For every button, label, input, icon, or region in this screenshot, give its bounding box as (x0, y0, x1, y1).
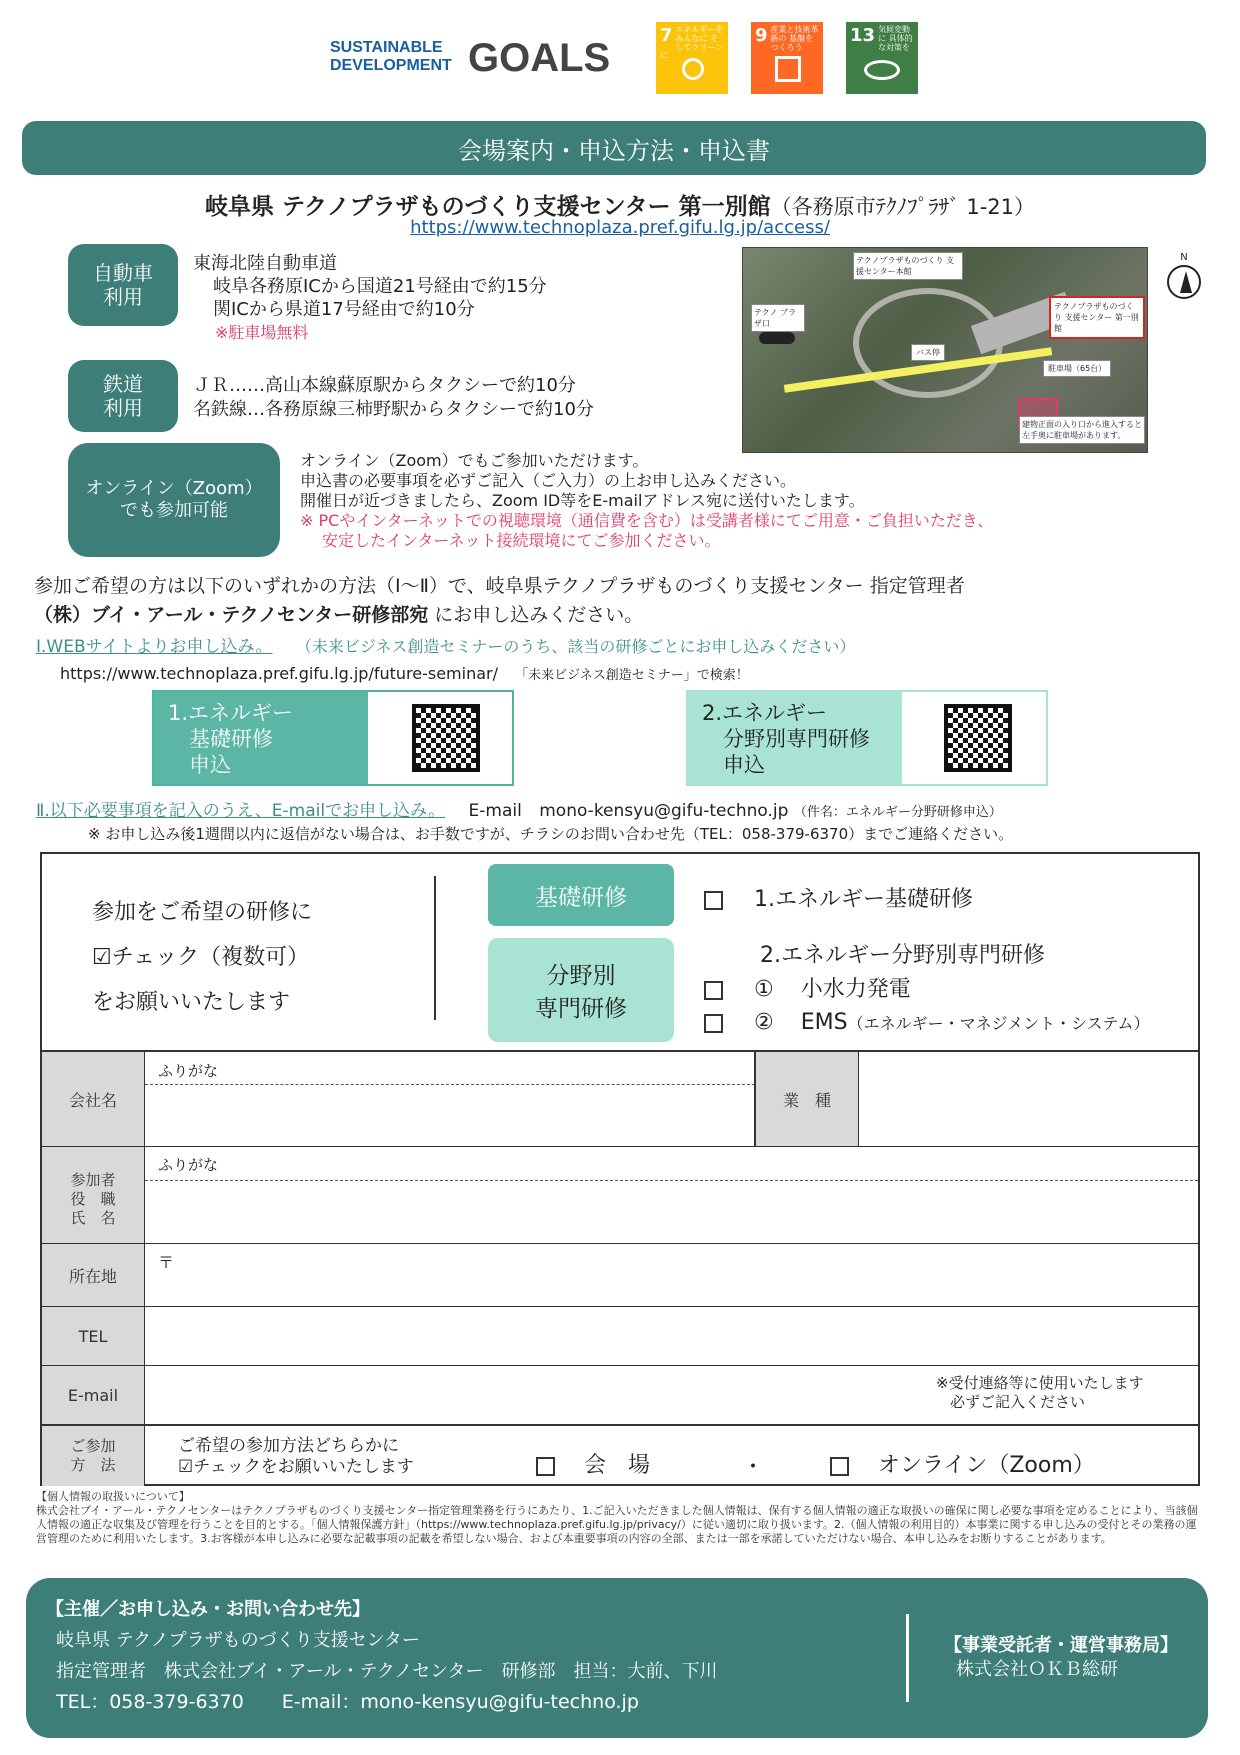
opt2b-checkbox[interactable] (704, 1014, 723, 1033)
method-label: ご参加 方 法 (70, 1437, 116, 1474)
map-label-bus: バス停 (911, 344, 945, 361)
venue-checkbox[interactable] (536, 1457, 555, 1476)
industry-input[interactable] (860, 1054, 1196, 1144)
opt1-label: 1.エネルギー基礎研修 (754, 887, 973, 912)
footer-right (944, 1634, 1178, 1682)
privacy-text: 株式会社ブイ・アール・テクノセンターはテクノプラザものづくり支援センター指定管理業務を行うにあたり、1.ご記入いただきました個人情報は、保有する個人情報の適正な取扱いの確保に関し必要な事項を定めることにより、当該個人情報の適正な収集及び管理を行うことを目的とする。「個人情報保護方針」（https://www.technoplaza.pref.gifu.lg.jp/privacy/）に従い適切に取り扱います。2.（個人情報の利用目的）本事業に関する申し込みの受付とその業務の運営管理のために利用いたします。3.お客様が本申し込みに必要な記載事項の記載を希望しない場合、および本重要事項の内容の全部、または一部を承諾していただけない場合、本申し込みをお断りすることがあります。 (36, 1504, 1198, 1545)
opt2a-checkbox[interactable] (704, 981, 723, 1000)
web-search-hint: 「未来ビジネス創造セミナー」で検索！ (515, 668, 749, 683)
footer-org: 岐阜県 テクノプラザものづくり支援センター (56, 1630, 420, 1651)
email-label: E-mail (67, 1385, 119, 1405)
rail-info (193, 374, 594, 422)
participant-input[interactable] (145, 1182, 1198, 1242)
car-label (68, 244, 178, 326)
footer-right-heading: 【事業受託者・運営事務局】 (944, 1635, 1178, 1656)
mail-label: E-mail (468, 801, 522, 821)
footer-main (46, 1594, 718, 1718)
online-note2: 安定したインターネット接続環境にてご参加ください。 (322, 531, 721, 550)
footer-contact: TEL：058-379-6370 E-mail：mono-kensyu@gifu-techno.jp (56, 1691, 639, 1713)
tel-label: TEL (78, 1326, 108, 1346)
car-line1: 東海北陸自動車道 (193, 253, 337, 274)
apply-intro-line2a: （株）ブイ・アール・テクノセンター研修部宛 (34, 604, 429, 626)
venue-name: 岐阜県 テクノプラザものづくり支援センター 第一別館 (204, 194, 771, 220)
mail-heading-row (36, 796, 1002, 821)
basic-tag (488, 864, 674, 926)
apply-basic-label: 1.エネルギー 基礎研修 申込 (154, 692, 368, 784)
sdg-line1: SUSTAINABLE (330, 39, 443, 56)
tel-label-cell (42, 1307, 144, 1365)
sdg-goals: GOALS (468, 36, 611, 80)
apply-intro-line1: 参加ご希望の方は以下のいずれかの方法（Ⅰ～Ⅱ）で、岐阜県テクノプラザものづくり支援センター 指定管理者 (34, 575, 965, 597)
rail-label (68, 360, 178, 432)
apply-field-button[interactable] (686, 690, 1048, 786)
method-separator: ・ (742, 1455, 765, 1480)
online-note1: ※ PCやインターネットでの視聴環境（通信費を含む）は受講者様にてご用意・ご負担いただき、 (300, 511, 994, 530)
goal9-text: 産業と技術革新の 基盤をつくろう (770, 25, 819, 52)
address-label-cell (42, 1244, 144, 1306)
opt1-row (704, 882, 973, 913)
map-label-entry: 建物正面の入り口から進入すると 左手奥に駐車場があります。 (1019, 416, 1145, 444)
car-note: ※駐車場無料 (215, 323, 309, 342)
mail-note: ※ お申し込み後1週間以内に返信がない場合は、お手数ですが、チラシのお問い合わせ先（TEL：058-379-6370）までご連絡ください。 (88, 825, 1014, 843)
map-label-plaza: テクノ プラザ口 (751, 304, 805, 332)
industry-label-cell (756, 1052, 858, 1146)
opt1-checkbox[interactable] (704, 891, 723, 910)
online-info (300, 451, 993, 551)
method-note2: ☑チェックをお願いいたします (178, 1457, 414, 1477)
web-heading: Ⅰ.WEBサイトよりお申し込み。 (36, 637, 273, 657)
footer-heading: 【主催／お申し込み・お問い合わせ先】 (46, 1599, 370, 1620)
company-furigana: ふりがな (158, 1062, 219, 1080)
email-note2: 必ずご記入ください (950, 1393, 1086, 1411)
field-tag-text: 分野別 専門研修 (535, 963, 627, 1022)
web-heading-row (36, 632, 855, 657)
north-label: N (1180, 252, 1188, 263)
opt2b-row (704, 1010, 1150, 1035)
mail-heading: Ⅱ.以下必要事項を記入のうえ、E-mailでお申し込み。 (36, 801, 446, 821)
web-url[interactable]: https://www.technoplaza.pref.gifu.lg.jp/future-seminar/ (60, 664, 498, 683)
page-title: 会場案内・申込方法・申込書 (458, 136, 770, 165)
opt2a-label: 小水力発電 (800, 977, 911, 1002)
participant-furigana: ふりがな (158, 1156, 219, 1174)
goal7-num: 7 (660, 25, 673, 46)
email-note (936, 1374, 1144, 1412)
footer-manager: 指定管理者 株式会社ブイ・アール・テクノセンター 研修部 担当：大前、下川 (56, 1661, 718, 1682)
opt2a-num: ① (754, 977, 774, 1002)
car-info (193, 252, 547, 344)
rail-label-text: 鉄道 利用 (103, 372, 143, 420)
privacy-section (36, 1490, 1204, 1546)
online-line3: 開催日が近づきましたら、Zoom ID等をE-mailアドレス宛に送付いたします。 (300, 491, 865, 510)
online-label-text: オンライン（Zoom） でも参加可能 (85, 478, 263, 521)
opt2-heading: 2.エネルギー分野別専門研修 (760, 943, 1045, 968)
company-label: 会社名 (68, 1090, 117, 1110)
rail-line2: 名鉄線…各務原線三柿野駅からタクシーで約10分 (193, 399, 594, 420)
web-url-row (60, 664, 749, 683)
venue-option-label: 会 場 (584, 1453, 651, 1478)
sdg-line2: DEVELOPMENT (330, 57, 452, 74)
qr-code-field-icon (944, 704, 1012, 772)
sdg-goal7-icon (656, 22, 728, 94)
company-input[interactable] (145, 1086, 755, 1144)
online-checkbox[interactable] (830, 1457, 849, 1476)
method-note1: ご希望の参加方法どちらかに (178, 1436, 399, 1456)
opt2b-sub: （エネルギー・マネジメント・システム） (847, 1014, 1150, 1033)
choose-line1: 参加をご希望の研修に (92, 900, 313, 925)
field-tag (488, 938, 674, 1042)
participant-label: 参加者 役 職 氏 名 (70, 1170, 116, 1227)
company-label-cell (42, 1052, 144, 1146)
online-line1: オンライン（Zoom）でもご参加いただけます。 (300, 451, 649, 470)
sdg-goal9-icon (751, 22, 823, 94)
north-indicator (1164, 252, 1204, 299)
car-label-text: 自動車 利用 (93, 261, 153, 309)
qr-code-basic-icon (412, 704, 480, 772)
web-note: （未来ビジネス創造セミナーのうち、該当の研修ごとにお申し込みください） (295, 637, 856, 656)
method-note (178, 1436, 414, 1478)
apply-intro-line2b: にお申し込みください。 (428, 604, 644, 626)
address-input[interactable] (145, 1244, 1198, 1306)
sdg-logo (330, 38, 620, 78)
compass-icon (1167, 265, 1201, 299)
goal13-num: 13 (850, 25, 876, 46)
page-title-bar (22, 121, 1206, 175)
mail-subject: （件名：エネルギー分野研修申込） (793, 805, 1002, 820)
application-form (40, 852, 1200, 1486)
access-map (742, 247, 1148, 453)
goal13-text: 気候変動に 具体的な対策を (878, 25, 913, 52)
goal9-num: 9 (755, 25, 768, 46)
address-label: 所在地 (68, 1266, 117, 1286)
car-line3: 関ICから県道17号経由で約10分 (213, 299, 475, 320)
email-note1: ※受付連絡等に使用いたします (936, 1374, 1144, 1392)
map-label-parking: 駐車場（65台） (1043, 360, 1111, 377)
opt2b-label: EMS (800, 1010, 848, 1035)
choose-line2: ☑チェック（複数可） (92, 945, 310, 970)
car-line2: 岐阜各務原ICから国道21号経由で約15分 (213, 276, 547, 297)
email-label-cell (42, 1366, 144, 1424)
venue-url-link[interactable]: https://www.technoplaza.pref.gifu.lg.jp/access/ (410, 217, 830, 238)
rail-line1: ＪＲ……高山本線蘇原駅からタクシーで約10分 (193, 375, 576, 396)
venue-address: （各務原市ﾃｸﾉﾌﾟﾗｻﾞ 1-21） (770, 195, 1036, 219)
footer (26, 1578, 1208, 1738)
map-label-annex: テクノプラザものづくり 支援センター 第一別館 (1049, 296, 1145, 339)
online-option (830, 1448, 1095, 1479)
apply-field-label: 2.エネルギー 分野別専門研修 申込 (688, 692, 902, 784)
choose-line3: をお願いいたします (92, 990, 291, 1015)
privacy-title: 【個人情報の取扱いについて】 (36, 1490, 190, 1503)
participant-label-cell (42, 1147, 144, 1243)
apply-intro (34, 572, 965, 630)
apply-basic-button[interactable] (152, 690, 514, 786)
method-label-cell (42, 1426, 144, 1486)
online-label (68, 443, 280, 557)
online-option-label: オンライン（Zoom） (878, 1453, 1095, 1478)
opt2a-row (704, 972, 911, 1003)
choose-instructions (92, 890, 312, 1025)
venue-option (536, 1448, 650, 1479)
sdg-goal13-icon (846, 22, 918, 94)
footer-right-name: 株式会社ＯＫＢ総研 (956, 1659, 1118, 1680)
mail-address[interactable]: mono-kensyu@gifu-techno.jp (539, 801, 789, 821)
goal7-text: エネルギーをみんなに そしてクリーンに (660, 25, 724, 61)
basic-tag-text: 基礎研修 (535, 884, 627, 911)
tel-input[interactable] (145, 1307, 1198, 1365)
postal-mark: 〒 (158, 1253, 175, 1272)
opt2b-num: ② (754, 1010, 774, 1035)
map-label-center: テクノプラザものづくり 支援センター本館 (853, 252, 963, 280)
industry-label: 業 種 (782, 1090, 831, 1110)
online-line2: 申込書の必要事項を必ずご記入（ご入力）の上お申し込みください。 (300, 471, 797, 490)
